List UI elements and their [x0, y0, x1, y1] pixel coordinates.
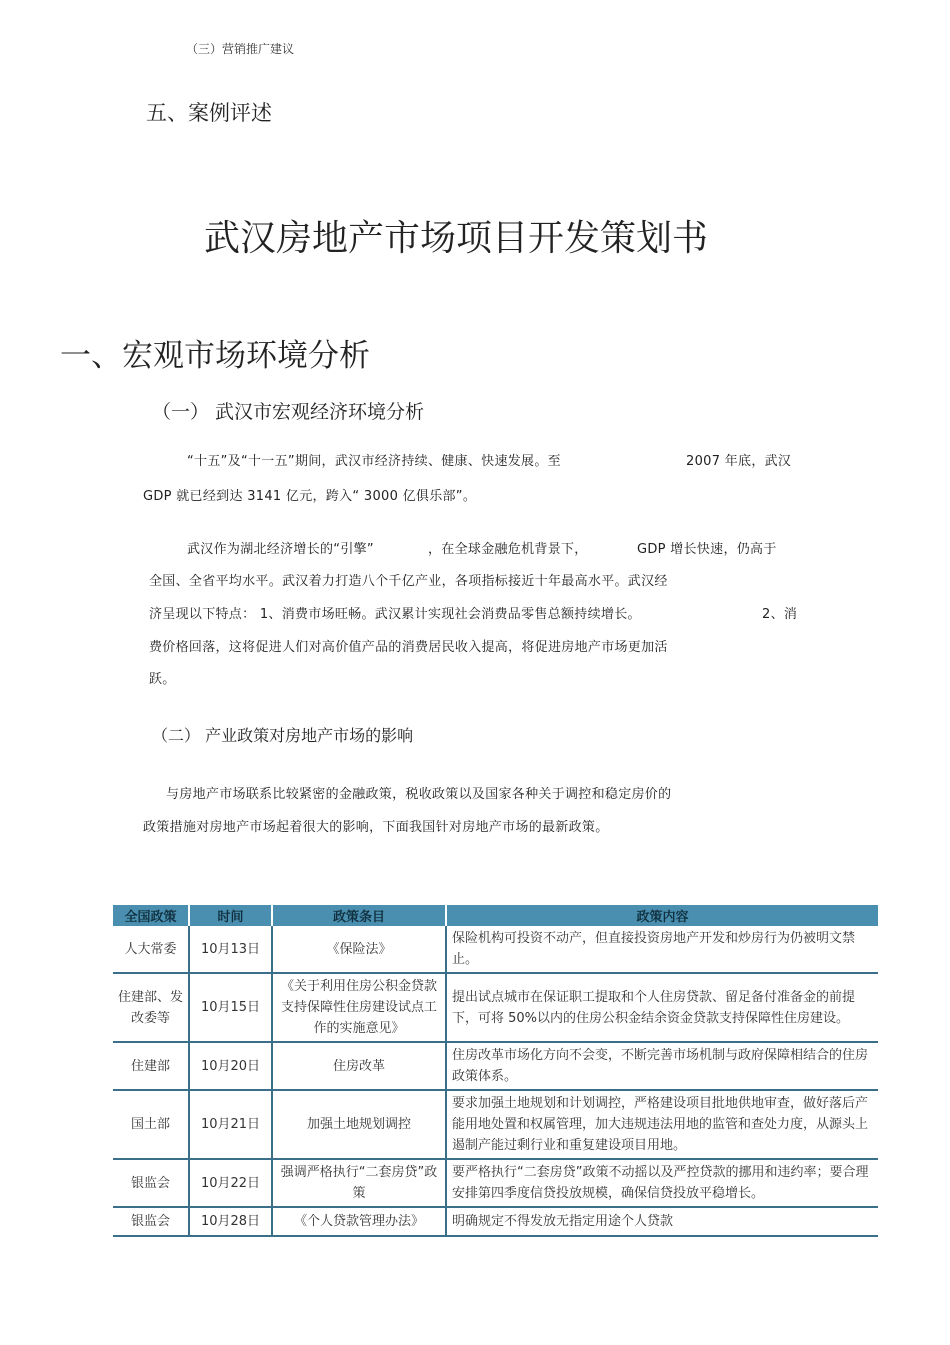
cell-dept: 银监会: [113, 1159, 189, 1207]
table-row: [113, 973, 878, 1042]
cell-item: 《关于利用住房公积金贷款支持保障性住房建设试点工作的实施意见》: [272, 973, 446, 1042]
paragraph-line: 武汉作为湖北经济增长的“引擎”: [187, 542, 374, 557]
table-row: [113, 926, 878, 973]
cell-item: 加强土地规划调控: [272, 1090, 446, 1159]
paragraph-line: GDP 增长快速，仍高于: [637, 542, 777, 557]
cell-date: 10月20日: [189, 1042, 272, 1090]
paragraph-line: ，在全球金融危机背景下，: [428, 542, 588, 557]
cell-date: 10月28日: [189, 1207, 272, 1236]
cell-item: 强调严格执行“二套房贷”政策: [272, 1159, 446, 1207]
column-header: 政策内容: [446, 905, 878, 926]
paragraph-line: 济呈现以下特点： 1、消费市场旺畅。武汉累计实现社会消费品零售总额持续增长。: [149, 607, 641, 622]
policy-table: [113, 905, 878, 1237]
subsection-heading-policy: （二） 产业政策对房地产市场的影响: [152, 726, 414, 745]
cell-content: 住房改革市场化方向不会变，不断完善市场机制与政府保障相结合的住房政策体系。: [446, 1042, 878, 1090]
cell-dept: 住建部、发改委等: [113, 973, 189, 1042]
cell-content: 保险机构可投资不动产，但直接投资房地产开发和炒房行为仍被明文禁止。: [446, 926, 878, 973]
table-row: [113, 1207, 878, 1236]
table-row: [113, 1090, 878, 1159]
paragraph-line: GDP 就已经到达 3141 亿元，跨入“ 3000 亿俱乐部”。: [143, 489, 477, 504]
paragraph-line: 2007 年底，武汉: [686, 454, 792, 469]
column-header: 时间: [189, 905, 272, 926]
cell-dept: 人大常委: [113, 926, 189, 973]
toc-main-item: 五、案例评述: [146, 101, 272, 125]
cell-dept: 国土部: [113, 1090, 189, 1159]
cell-date: 10月13日: [189, 926, 272, 973]
cell-content: 明确规定不得发放无指定用途个人贷款: [446, 1207, 878, 1236]
cell-content: 提出试点城市在保证职工提取和个人住房贷款、留足备付准备金的前提下，可将 50%以内的住房公积金结余资金贷款支持保障性住房建设。: [446, 973, 878, 1042]
cell-date: 10月21日: [189, 1090, 272, 1159]
cell-date: 10月15日: [189, 973, 272, 1042]
cell-item: 《保险法》: [272, 926, 446, 973]
table-row: [113, 1159, 878, 1207]
paragraph-line: 跃。: [149, 672, 176, 687]
cell-item: 住房改革: [272, 1042, 446, 1090]
paragraph-line: 与房地产市场联系比较紧密的金融政策，税收政策以及国家各种关于调控和稳定房价的: [166, 787, 672, 802]
paragraph-line: “十五”及“十一五”期间，武汉市经济持续、健康、快速发展。至: [187, 454, 561, 469]
cell-dept: 住建部: [113, 1042, 189, 1090]
section-heading: 一、宏观市场环境分析: [60, 338, 370, 374]
column-header: 全国政策: [113, 905, 189, 926]
subsection-heading-economy: （一） 武汉市宏观经济环境分析: [152, 401, 425, 423]
paragraph-line: 全国、全省平均水平。武汉着力打造八个千亿产业，各项指标接近十年最高水平。武汉经: [149, 574, 668, 589]
paragraph-line: 2、消: [762, 607, 798, 622]
cell-content: 要严格执行“二套房贷”政策不动摇以及严控贷款的挪用和违约率；要合理安排第四季度信贷投放规模，确保信贷投放平稳增长。: [446, 1159, 878, 1207]
paragraph-line: 费价格回落，这将促进人们对高价值产品的消费居民收入提高，将促进房地产市场更加活: [149, 640, 668, 655]
paragraph-line: 政策措施对房地产市场起着很大的影响，下面我国针对房地产市场的最新政策。: [143, 820, 609, 835]
cell-content: 要求加强土地规划和计划调控，严格建设项目批地供地审查，做好落后产能用地处置和权属管理，加大违规违法用地的监管和查处力度，从源头上遏制产能过剩行业和重复建设项目用地。: [446, 1090, 878, 1159]
toc-sub-item: （三）营销推广建议: [186, 42, 295, 56]
cell-dept: 银监会: [113, 1207, 189, 1236]
table-row: [113, 1042, 878, 1090]
column-header: 政策条目: [272, 905, 446, 926]
cell-date: 10月22日: [189, 1159, 272, 1207]
document-title: 武汉房地产市场项目开发策划书: [203, 218, 708, 259]
cell-item: 《个人贷款管理办法》: [272, 1207, 446, 1236]
table-header-row: [113, 905, 878, 926]
